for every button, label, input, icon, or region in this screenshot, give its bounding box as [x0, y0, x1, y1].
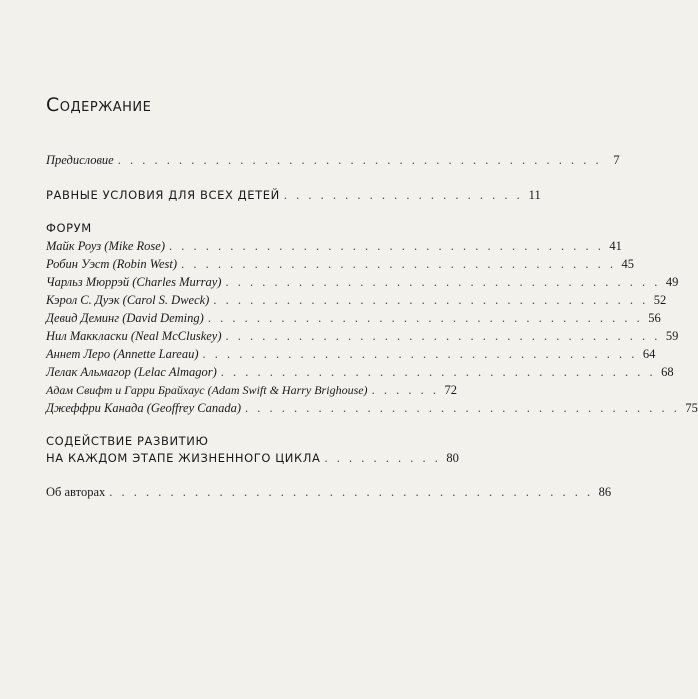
toc-leader-dots: . . . . . . . . . . . . . . . . . . . . . . . . . . . . . . . . . . . . — [181, 257, 616, 271]
toc-entry-label: РАВНЫЕ УСЛОВИЯ ДЛЯ ВСЕХ ДЕТЕЙ — [46, 188, 280, 202]
toc-leader-dots: . . . . . . . . . . . . . . . . . . . . . . . . . . . . . . . . . . . . — [213, 293, 649, 307]
toc-page-number: 68 — [661, 365, 674, 379]
toc-page-number: 86 — [598, 485, 612, 499]
toc-entry-label: Адам Свифт и Гарри Брайхаус (Adam Swift & Harry Brighouse) — [46, 383, 368, 397]
toc-page-number: 52 — [653, 293, 667, 307]
toc-page-number: 45 — [621, 257, 634, 271]
toc-entry-preface[interactable] — [46, 152, 620, 168]
toc-entry-label: Джеффри Канада (Geoffrey Canada) — [46, 401, 242, 415]
toc-page-number: 75 — [685, 401, 698, 415]
toc-entry-forum-2[interactable] — [46, 256, 634, 272]
toc-entry-forum-4[interactable] — [46, 292, 667, 308]
toc-entry-authors[interactable] — [46, 484, 612, 500]
development-heading-line1: СОДЕЙСТВИЕ РАЗВИТИЮ — [46, 434, 209, 448]
toc-entry-forum-1[interactable] — [46, 238, 622, 254]
toc-leader-dots: . . . . . . . . . . . . . . . . . . . . . . . . . . . . . . . . . . . . — [220, 365, 656, 379]
toc-leader-dots: . . . . . . . . . . . . . . . . . . . . . . . . . . . . . . . . . . . . — [225, 329, 661, 343]
toc-page-number: 41 — [609, 239, 622, 253]
toc-entry-label: Робин Уэст (Robin West) — [46, 257, 178, 271]
toc-leader-dots: . . . . . . — [371, 383, 439, 397]
toc-leader-dots: . . . . . . . . . . . . . . . . . . . . . . . . . . . . . . . . . . . . — [202, 347, 638, 361]
toc-entry-equal-conditions[interactable] — [46, 187, 541, 203]
forum-heading: ФОРУМ — [46, 221, 92, 235]
toc-entry-label: НА КАЖДОМ ЭТАПЕ ЖИЗНЕННОГО ЦИКЛА — [46, 451, 321, 465]
toc-leader-dots: . . . . . . . . . . . . . . . . . . . . . . . . . . . . . . . . . . . . . . . . — [109, 485, 594, 499]
toc-entry-forum-9[interactable] — [46, 382, 457, 398]
toc-page-number: 80 — [446, 451, 459, 465]
toc-entry-label: Майк Роуз (Mike Rose) — [46, 239, 166, 253]
toc-leader-dots: . . . . . . . . . . . . . . . . . . . . . . . . . . . . . . . . . . . . — [207, 311, 643, 325]
toc-entry-label: Чарльз Мюррэй (Charles Murray) — [46, 275, 222, 289]
toc-leader-dots: . . . . . . . . . . — [324, 451, 441, 465]
toc-entry-forum-7[interactable] — [46, 346, 656, 362]
toc-entry-label: Девид Деминг (David Deming) — [46, 311, 204, 325]
toc-entry-forum-3[interactable] — [46, 274, 679, 290]
toc-page-number: 72 — [444, 383, 457, 397]
toc-entry-forum-10[interactable] — [46, 400, 698, 416]
toc-leader-dots: . . . . . . . . . . . . . . . . . . . . — [283, 188, 523, 202]
toc-leader-dots: . . . . . . . . . . . . . . . . . . . . . . . . . . . . . . . . . . . . — [169, 239, 604, 253]
toc-page-number: 56 — [648, 311, 661, 325]
page-title: Содержание — [46, 94, 152, 116]
toc-entry-label: Предисловие — [46, 153, 114, 167]
toc-leader-dots: . . . . . . . . . . . . . . . . . . . . . . . . . . . . . . . . . . . . — [245, 401, 680, 415]
toc-entry-label: Кэрол С. Дуэк (Carol S. Dweck) — [46, 293, 210, 307]
toc-entry-label: Лелак Альмагор (Lelac Almagor) — [46, 365, 217, 379]
toc-leader-dots: . . . . . . . . . . . . . . . . . . . . . . . . . . . . . . . . . . . . — [225, 275, 661, 289]
toc-entry-forum-6[interactable] — [46, 328, 679, 344]
toc-page-number: 7 — [613, 153, 620, 167]
toc-entry-label: Нил Маккласки (Neal McCluskey) — [46, 329, 222, 343]
toc-entry-forum-8[interactable] — [46, 364, 674, 380]
toc-page-number: 11 — [528, 188, 541, 202]
toc-page-number: 49 — [665, 275, 679, 289]
toc-page-number: 64 — [642, 347, 656, 361]
toc-entry-label: Об авторах — [46, 485, 106, 499]
toc-entry-development[interactable] — [46, 450, 459, 466]
toc-entry-forum-5[interactable] — [46, 310, 661, 326]
toc-entry-label: Аннет Леро (Annette Lareau) — [46, 347, 199, 361]
toc-leader-dots: . . . . . . . . . . . . . . . . . . . . . . . . . . . . . . . . . . . . . . . . — [117, 153, 602, 167]
toc-page-number: 59 — [665, 329, 679, 343]
